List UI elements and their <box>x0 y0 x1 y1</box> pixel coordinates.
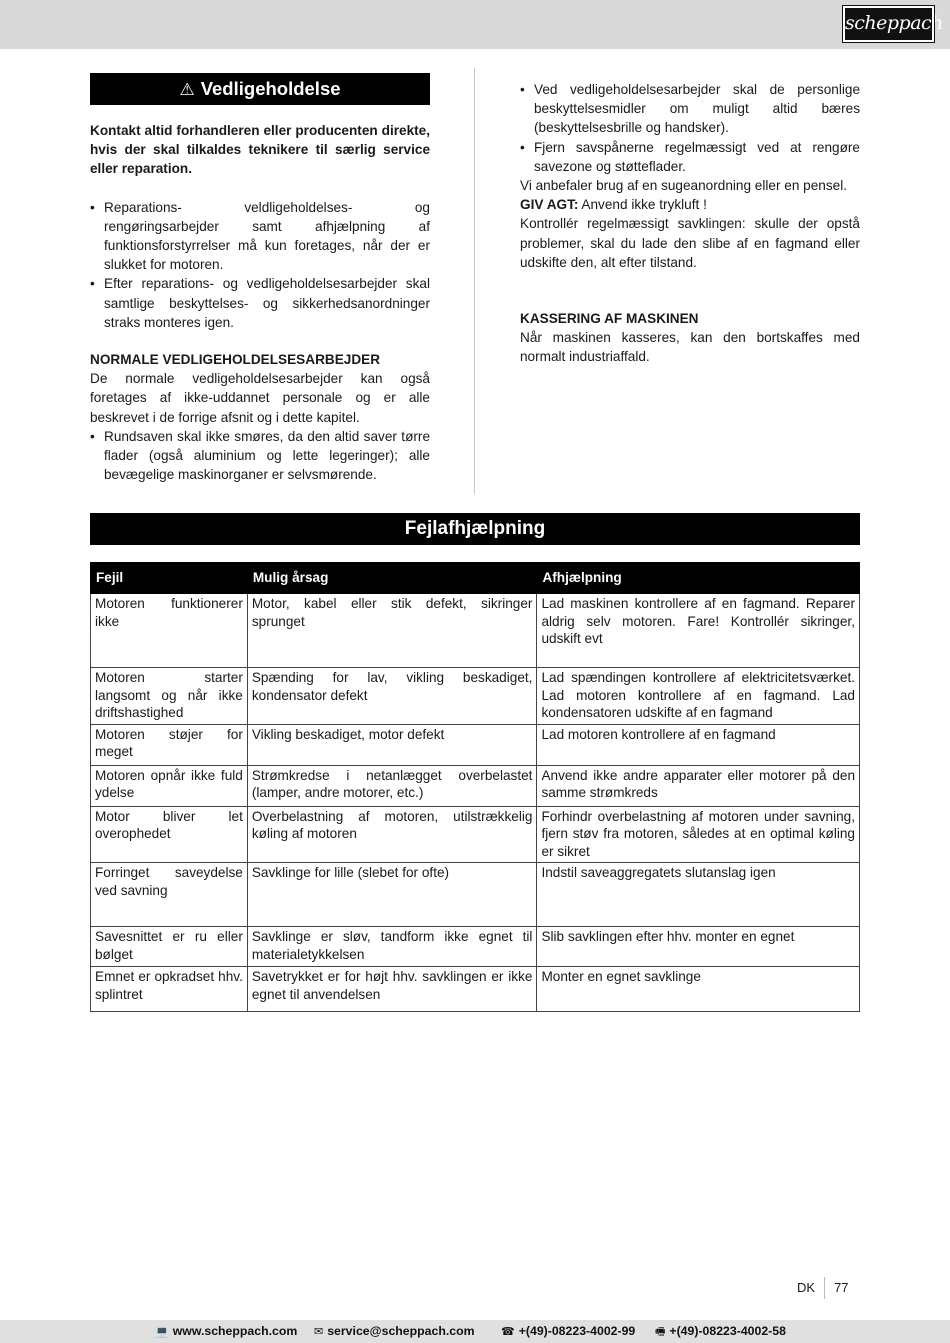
remedy-cell: Anvend ikke andre apparater eller motorer på den samme strømkreds <box>537 765 860 806</box>
table-row <box>91 863 860 927</box>
website-contact[interactable] <box>155 1324 297 1340</box>
list-item: • Rundsaven skal ikke smøres, da den altid saver tørre flader (også aluminium og lette legeringer); alle bevægelige maskinorganer er selvsmørende. <box>90 427 430 485</box>
page-number-block <box>797 1277 849 1299</box>
fault-cell: Motoren starter langsomt og når ikke driftshastighed <box>91 668 248 725</box>
fax-icon: 🖷 <box>655 1326 666 1338</box>
table-row <box>91 668 860 725</box>
fax-contact <box>655 1324 786 1340</box>
caution-note <box>520 195 860 214</box>
maintenance-title: Vedligeholdelse <box>200 78 341 99</box>
fault-cell: Motoren støjer for meget <box>91 724 248 765</box>
caution-label: GIV AGT: <box>520 197 579 213</box>
email-icon: ✉ <box>314 1326 324 1338</box>
table-header-row <box>91 563 860 594</box>
maintenance-bullet-list <box>90 198 430 332</box>
fault-cell: Motoren opnår ikke fuld ydelse <box>91 765 248 806</box>
email-text[interactable]: service@scheppach.com <box>327 1324 475 1338</box>
table-row <box>91 927 860 967</box>
normal-maintenance-text: De normale vedligeholdelsesarbejder kan også foretages af ikke-uddannet personale og er alle beskrevet i de forrige afsnit og i dette kapitel. <box>90 371 430 425</box>
disposal-text: Når maskinen kasseres, kan den bortskaffes med normalt industriaffald. <box>520 330 860 365</box>
language-code: DK <box>797 1277 825 1299</box>
maintenance-title-banner <box>90 73 430 105</box>
remedy-cell: Lad spændingen kontrollere af elektricitetsværket. Lad motoren kontrollere af en fagmand. Lad kondensatoren udskifte af en fagmand <box>537 668 860 725</box>
column-divider <box>474 68 475 494</box>
maintenance-intro: Kontakt altid forhandleren eller producenten direkte, hvis der skal tilkaldes teknikere til særlig service eller reparation. <box>90 123 430 177</box>
remedy-cell: Lad maskinen kontrollere af en fagmand. Reparer aldrig selv motoren. Fare! Kontrollér sikringer, udskift evt <box>537 594 860 668</box>
table-row <box>91 967 860 1012</box>
remedy-cell: Lad motoren kontrollere af en fagmand <box>537 724 860 765</box>
phone-text: +(49)-08223-4002-99 <box>518 1324 636 1338</box>
computer-icon: 💻 <box>155 1326 169 1338</box>
table-row <box>91 724 860 765</box>
cause-cell: Motor, kabel eller stik defekt, sikringer sprunget <box>247 594 537 668</box>
contact-footer-bar <box>0 1320 950 1343</box>
table-row <box>91 765 860 806</box>
email-contact[interactable] <box>314 1324 475 1340</box>
cause-cell: Savetrykket er for højt hhv. savklingen er ikke egnet til anvendelsen <box>247 967 537 1012</box>
fault-cell: Motoren funktionerer ikke <box>91 594 248 668</box>
normal-maintenance-heading: NORMALE VEDLIGEHOLDELSESARBEJDER <box>90 352 381 368</box>
phone-contact <box>501 1324 635 1340</box>
cause-cell: Spænding for lav, vikling beskadiget, kondensator defekt <box>247 668 537 725</box>
scheppach-logo: scheppach <box>843 6 934 42</box>
table-row <box>91 594 860 668</box>
phone-icon: ☎ <box>501 1326 515 1338</box>
remedy-cell: Forhindr overbelastning af motoren under savning, fjern støv fra motoren, således at en optimal køling er sikret <box>537 806 860 863</box>
troubleshooting-title: Fejlafhjælpning <box>404 518 546 539</box>
cause-cell: Savklinge for lille (slebet for ofte) <box>247 863 537 927</box>
troubleshooting-title-banner <box>90 513 860 545</box>
fault-cell: Emnet er opkradset hhv. splintret <box>91 967 248 1012</box>
troubleshooting-table <box>90 562 860 1012</box>
suction-recommendation: Vi anbefaler brug af en sugeanordning eller en pensel. <box>520 178 847 194</box>
fax-text: +(49)-08223-4002-58 <box>669 1324 786 1338</box>
warning-triangle-icon: ⚠ <box>179 80 195 99</box>
disposal-heading: KASSERING AF MASKINEN <box>520 311 699 327</box>
right-bullet-list <box>520 80 860 176</box>
remedy-cell: Slib savklingen efter hhv. monter en egnet <box>537 927 860 967</box>
fault-cell: Forringet saveydelse ved savning <box>91 863 248 927</box>
column-header-cause: Mulig årsag <box>247 563 537 594</box>
website-text[interactable]: www.scheppach.com <box>172 1324 298 1338</box>
right-column <box>520 80 860 367</box>
column-header-fault: Fejil <box>91 563 248 594</box>
cause-cell: Savklinge er sløv, tandform ikke egnet til materialetykkelsen <box>247 927 537 967</box>
page-number: 77 <box>834 1280 849 1295</box>
remedy-cell: Monter en egnet savklinge <box>537 967 860 1012</box>
list-item: • Ved vedligeholdelsesarbejder skal de personlige beskyttelsesmidler om muligt altid bæres (beskyttelsesbrille og handsker). <box>520 80 860 138</box>
column-header-remedy: Afhjælpning <box>537 563 860 594</box>
table-row <box>91 806 860 863</box>
cause-cell: Strømkredse i netanlægget overbelastet (lamper, andre motorer, etc.) <box>247 765 537 806</box>
list-item: • Efter reparations- og vedligeholdelsesarbejder skal samtlige beskyttelses- og sikkerhedsanordninger straks monteres igen. <box>90 274 430 332</box>
normal-maintenance-bullet-list <box>90 427 430 485</box>
left-column <box>90 73 430 484</box>
cause-cell: Vikling beskadiget, motor defekt <box>247 724 537 765</box>
caution-text: Anvend ikke trykluft ! <box>578 197 707 213</box>
list-item: • Reparations- veldligeholdelses- og rengøringsarbejder samt afhjælpning af funktionsforstyrrelser må kun foretages, når der er slukket for motoren. <box>90 198 430 275</box>
header-band <box>0 0 950 49</box>
fault-cell: Motor bliver let overophedet <box>91 806 248 863</box>
blade-check-text: Kontrollér regelmæssigt savklingen: skulle der opstå problemer, skal du lade den slibe af en fagmand eller udskifte den, alt efter tilstand. <box>520 216 860 270</box>
cause-cell: Overbelastning af motoren, utilstrækkelig køling af motoren <box>247 806 537 863</box>
list-item: • Fjern savspånerne regelmæssigt ved at rengøre savezone og støtteflader. <box>520 138 860 176</box>
remedy-cell: Indstil saveaggregatets slutanslag igen <box>537 863 860 927</box>
fault-cell: Savesnittet er ru eller bølget <box>91 927 248 967</box>
